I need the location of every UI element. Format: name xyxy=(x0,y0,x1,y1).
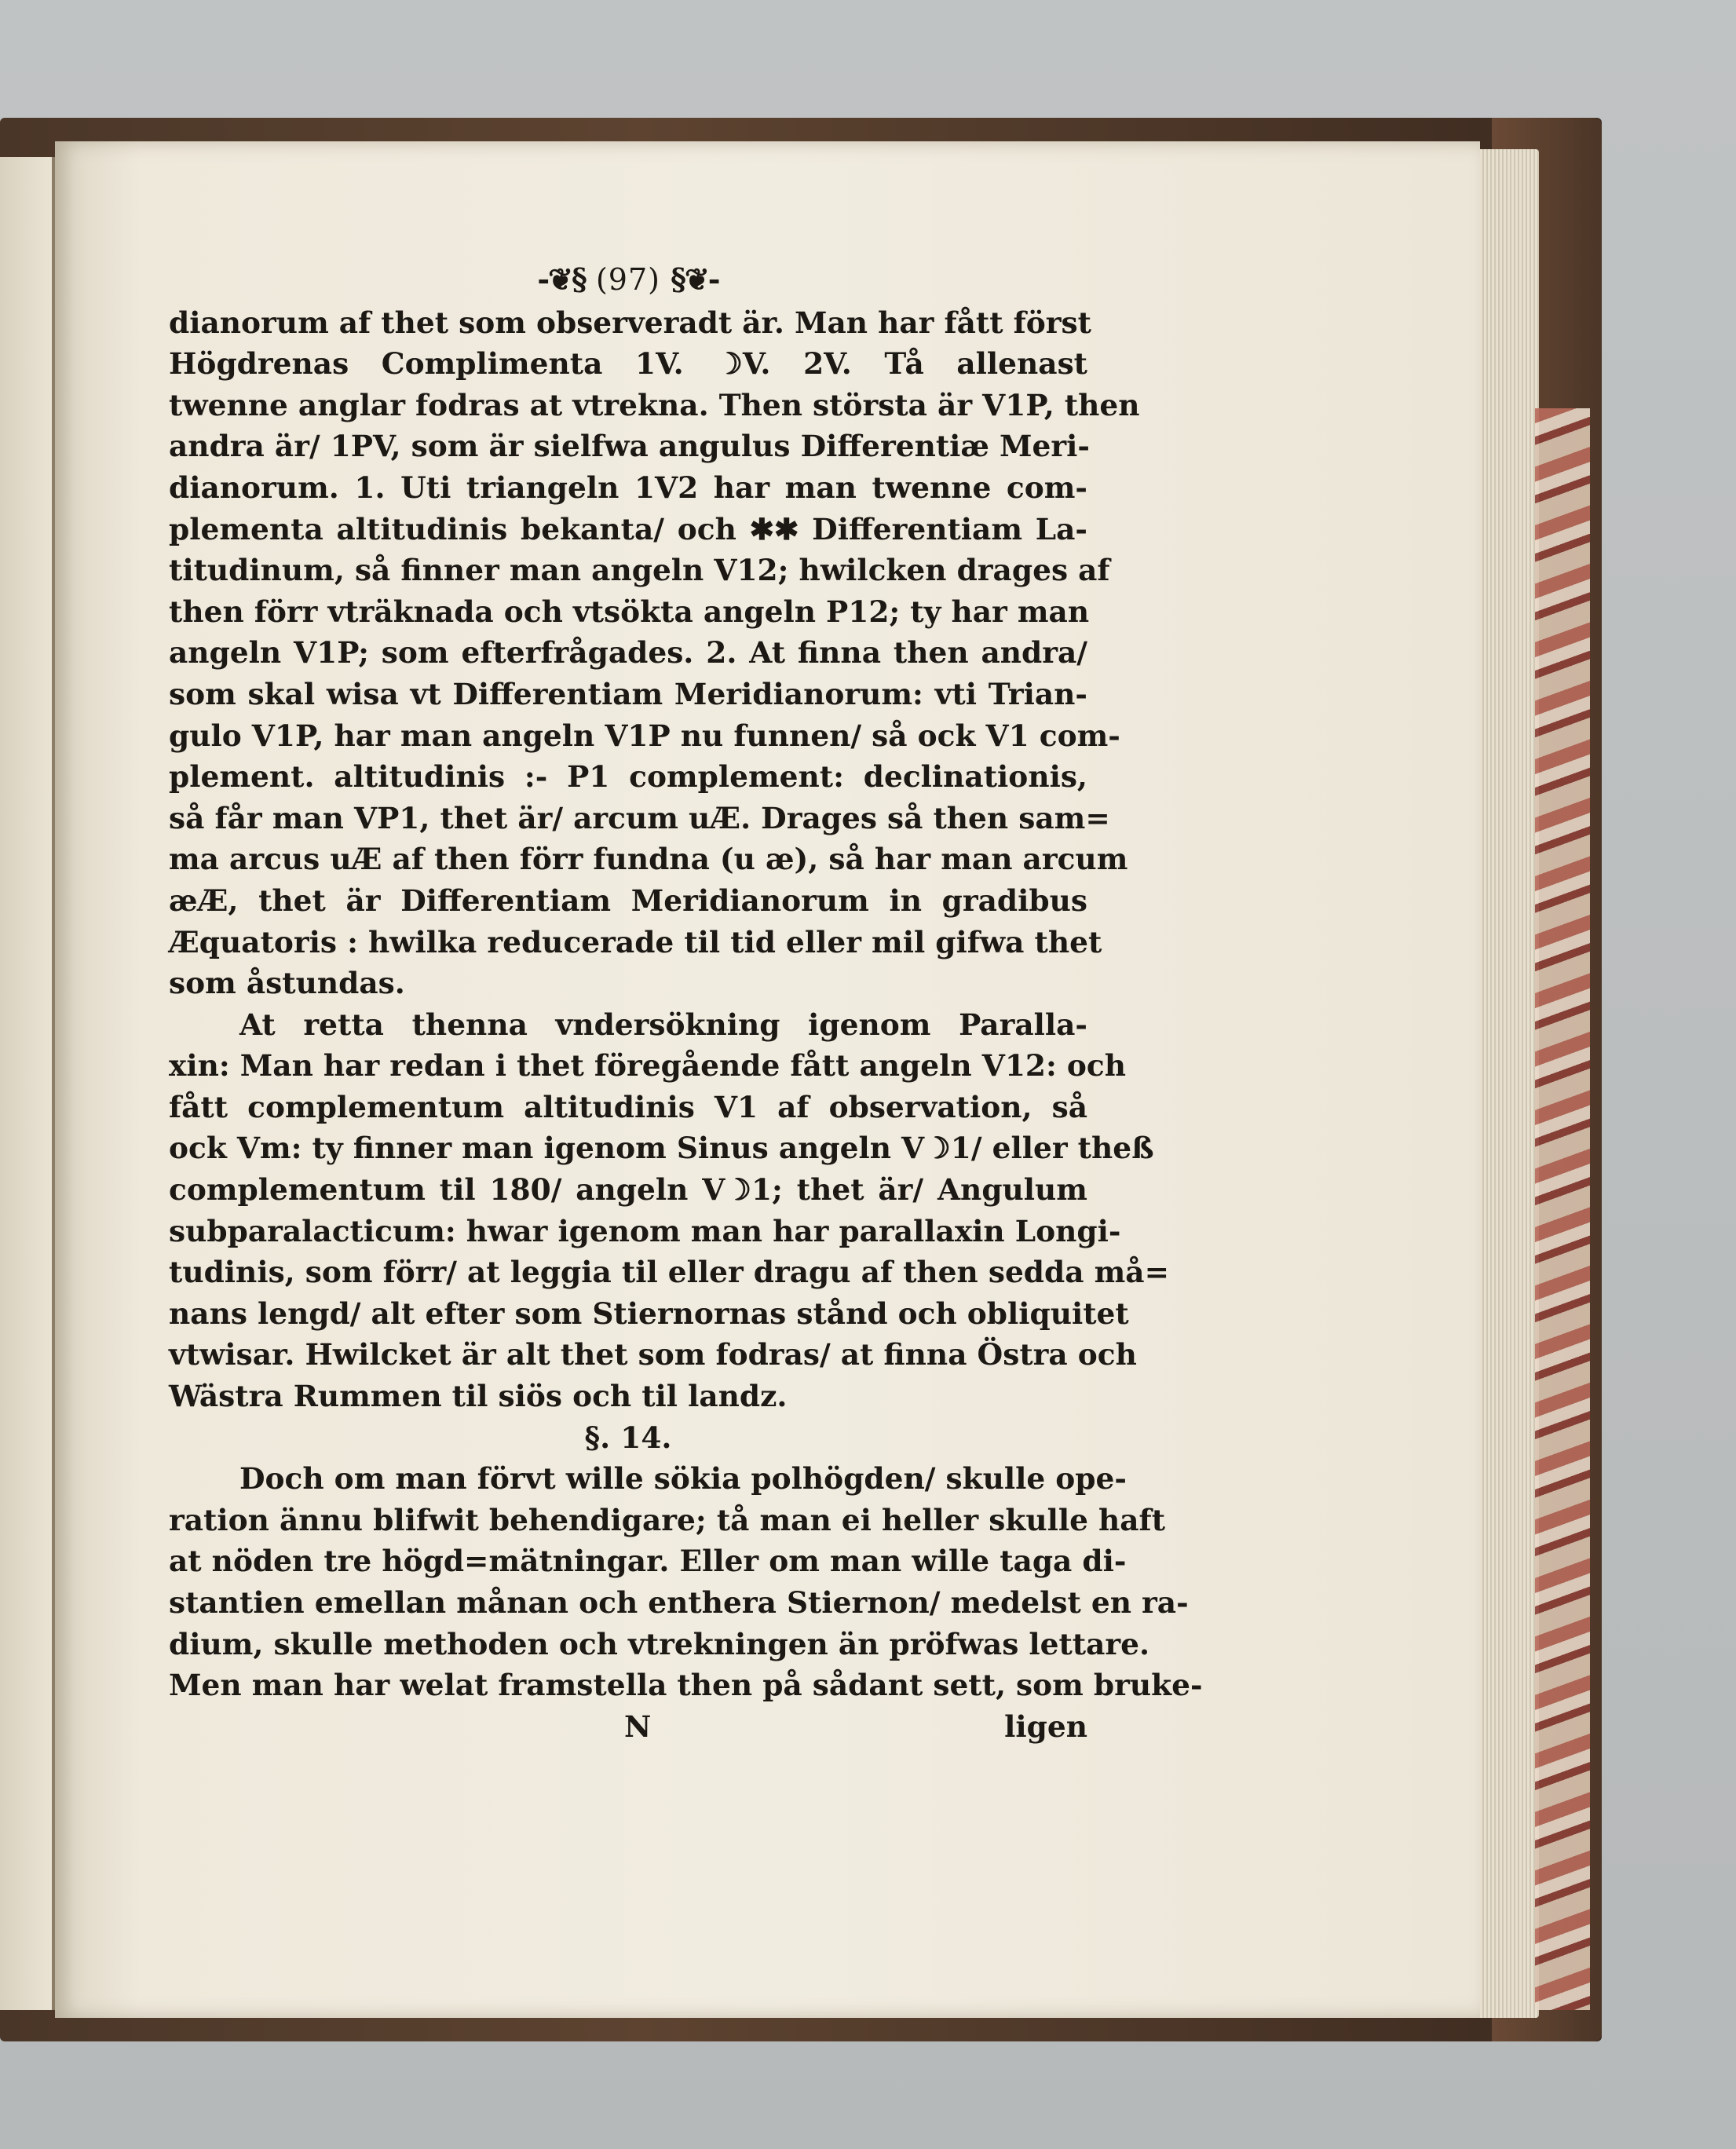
section-heading: §. 14. xyxy=(584,1420,672,1455)
text-line: gulo V1P, har man angeln V1P nu funnen/ så ock V1 com- xyxy=(169,718,1120,753)
text-line: plementa altitudinis bekanta/ och ✱✱ Differentiam La- xyxy=(169,511,1087,546)
text-line: at nöden tre högd=mätningar. Eller om man wille taga di- xyxy=(169,1544,1127,1579)
text-line: plement. altitudinis :- P1 complement: declinationis, xyxy=(169,759,1087,795)
text-line: ock Vm: ty finner man igenom Sinus angeln V☽1/ eller theß xyxy=(169,1131,1154,1166)
text-line: titudinum, så finner man angeln V12; hwilcken drages af xyxy=(169,553,1110,588)
text-line: then förr vträknada och vtsökta angeln P12; ty har man xyxy=(169,594,1090,629)
text-line: som skal wisa vt Differentiam Meridianorum: vti Trian- xyxy=(169,676,1087,711)
text-line: som åstundas. xyxy=(169,966,405,1001)
gutter xyxy=(52,157,55,2010)
header-ornament-right: §❦- xyxy=(671,261,719,297)
paragraph-1 xyxy=(169,302,1140,1004)
text-line: dianorum af thet som observeradt är. Man har fått först xyxy=(169,305,1091,340)
page-number: (97) xyxy=(595,262,660,297)
catchword: ligen xyxy=(1004,1709,1087,1744)
header-ornament-left: -❦§ xyxy=(537,261,586,297)
text-line: nans lengd/ alt efter som Stiernornas stånd och obliquitet xyxy=(169,1296,1129,1331)
text-line: ration ännu blifwit behendigare; tå man ei heller skulle haft xyxy=(169,1502,1166,1537)
text-line: At retta thenna vndersökning igenom Paralla- xyxy=(239,1007,1087,1042)
paragraph-2 xyxy=(169,1004,1169,1417)
page-header xyxy=(169,259,1087,301)
page-text xyxy=(169,259,1203,1747)
signature-mark: N xyxy=(624,1709,652,1744)
text-line: fått complementum altitudinis V1 af observation, så xyxy=(169,1089,1087,1124)
text-line: så får man VP1, thet är/ arcum uÆ. Drages så then sam= xyxy=(169,800,1110,835)
text-line: dianorum. 1. Uti triangeln 1V2 har man twenne com- xyxy=(169,470,1087,505)
text-line: stantien emellan månan och enthera Stiernon/ medelst en ra- xyxy=(169,1585,1189,1620)
text-line: Wästra Rummen til siös och til landz. xyxy=(169,1379,788,1414)
text-line: xin: Man har redan i thet föregående fått angeln V12: och xyxy=(169,1048,1127,1084)
text-line: ma arcus uÆ af then förr fundna (u æ), så har man arcum xyxy=(169,842,1128,877)
paragraph-3 xyxy=(169,1458,1203,1706)
text-line: Men man har welat framstella then på sådant sett, som bruke- xyxy=(169,1668,1203,1703)
text-line: twenne anglar fodras at vtrekna. Then största är V1P, then xyxy=(169,387,1140,422)
text-line: subparalacticum: hwar igenom man har parallaxin Longi- xyxy=(169,1213,1121,1248)
marbled-endpaper xyxy=(1535,408,1590,2010)
text-line: Doch om man förvt wille sökia polhögden/ skulle ope- xyxy=(239,1461,1127,1497)
text-line: æÆ, thet är Differentiam Meridianorum in gradibus xyxy=(169,883,1087,918)
page-footer xyxy=(169,1706,1087,1748)
text-line: andra är/ 1PV, som är sielfwa angulus Differentiæ Meri- xyxy=(169,429,1090,464)
text-line: complementum til 180/ angeln V☽1; thet är/ Angulum xyxy=(169,1172,1087,1208)
text-line: tudinis, som förr/ at leggia til eller dragu af then sedda må= xyxy=(169,1255,1169,1290)
text-line: dium, skulle methoden och vtrekningen än pröfwas lettare. xyxy=(169,1626,1150,1661)
text-line: vtwisar. Hwilcket är alt thet som fodras/ at finna Östra och xyxy=(169,1337,1137,1372)
text-line: Högdrenas Complimenta 1V. ☽V. 2V. Tå allenast xyxy=(169,346,1087,382)
text-line: angeln V1P; som efterfrågades. 2. At finna then andra/ xyxy=(169,635,1087,671)
left-facing-page xyxy=(0,157,55,2010)
text-line: Æquatoris : hwilka reducerade til tid eller mil gifwa thet xyxy=(169,924,1102,959)
